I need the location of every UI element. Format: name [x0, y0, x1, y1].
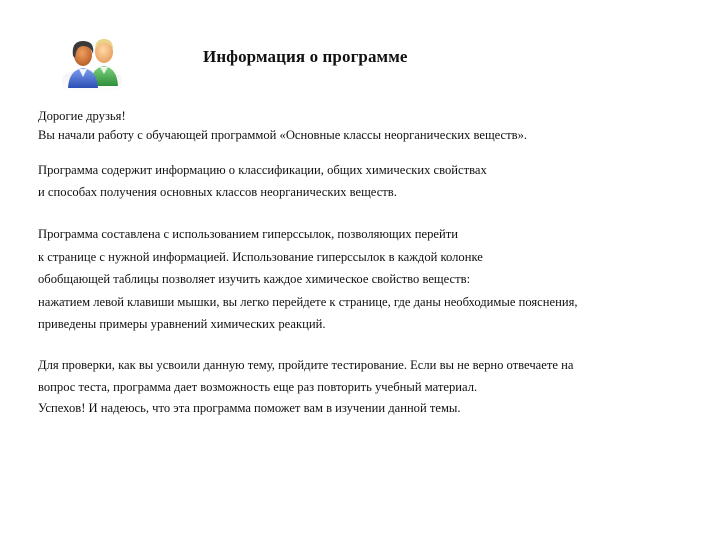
hyperlinks-paragraph — [38, 223, 578, 336]
testing-paragraph — [38, 355, 573, 420]
text-line: Программа составлена с использованием гиперссылок, позволяющих перейти — [38, 227, 458, 241]
users-icon — [60, 28, 126, 94]
text-line: приведены примеры уравнений химических реакций. — [38, 317, 326, 332]
text-line: и способах получения основных классов неорганических веществ. — [38, 185, 397, 199]
text-line: Дорогие друзья! — [38, 109, 126, 123]
text-line: обобщающей таблицы позволяет изучить каждое химическое свойство веществ: — [38, 272, 471, 287]
text-line: Для проверки, как вы усвоили данную тему, пройдите тестирование. Если вы не верно отвечаете на — [38, 358, 574, 372]
page-title: Информация о программе — [203, 47, 408, 66]
text-line: к странице с нужной информацией. Использование гиперссылок в каждой колонке — [38, 249, 483, 264]
text-line: вопрос теста, программа дает возможность еще раз повторить учебный материал. — [38, 379, 478, 394]
program-content-paragraph — [38, 159, 487, 203]
text-line: нажатием левой клавиши мышки, вы легко перейдете к странице, где даны необходимые пояснения, — [38, 294, 578, 309]
text-line: Программа содержит информацию о классификации, общих химических свойствах — [38, 163, 487, 177]
text-line: Успехов! И надеюсь, что эта программа поможет вам в изучении данной темы. — [38, 401, 461, 415]
greeting-paragraph — [38, 107, 527, 145]
text-line: Вы начали работу с обучающей программой «Основные классы неорганических веществ». — [38, 128, 528, 142]
